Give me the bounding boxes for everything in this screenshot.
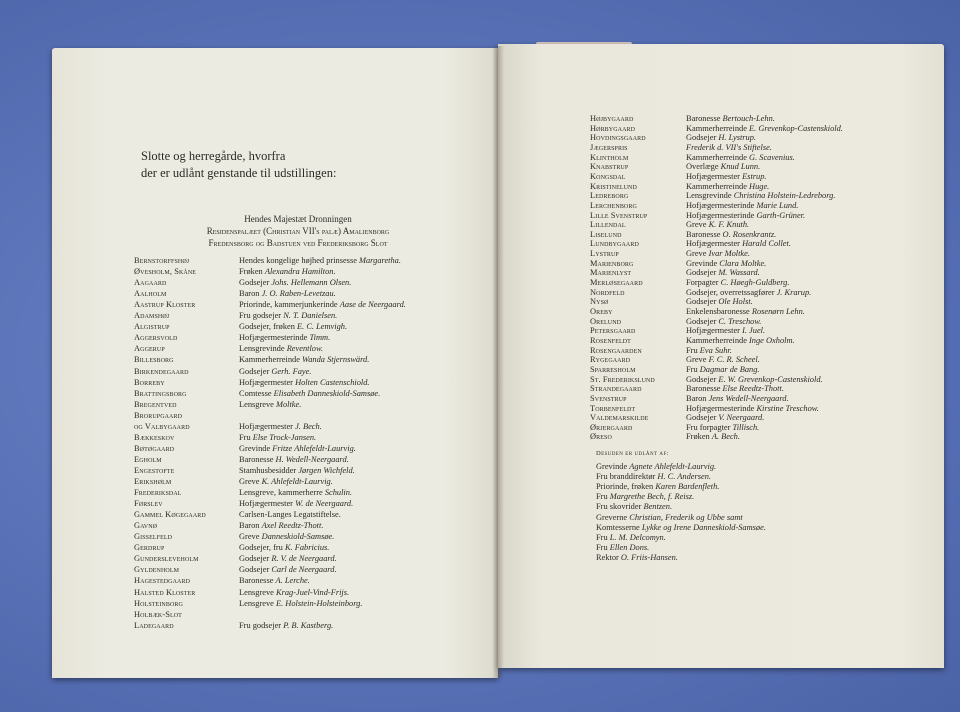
lender-personal-name: Ivar Moltke. <box>708 249 750 259</box>
lender-personal-name: G. Scavenius. <box>749 152 795 162</box>
lender-title: Fru godsejer <box>239 620 284 630</box>
lender-title: Baronesse <box>686 384 723 394</box>
lender-title: Godsejer, overretssagfører <box>686 287 777 297</box>
lender-title: Kammerherreinde <box>686 181 750 191</box>
estate-name: Marienlyst <box>590 268 632 278</box>
lender-name <box>239 531 334 542</box>
lender-name <box>239 520 323 531</box>
lender-personal-name: Aase de Neergaard. <box>339 300 406 310</box>
estate-name: Frederiksdal <box>134 488 182 498</box>
lender-title: Hofjægermester <box>686 239 743 249</box>
lender-personal-name: Jørgen Wichfeld. <box>298 465 355 475</box>
lender-title: Fru <box>239 432 253 442</box>
lender-title: Godsejer <box>686 297 719 307</box>
lender-title: Hofjægermesterinde <box>686 200 757 210</box>
estate-name: Adamshøj <box>134 311 170 321</box>
lender-personal-name: W. de Neergaard. <box>295 499 354 509</box>
lender-title: Frøken <box>239 267 265 277</box>
lender-title: Hofjægermesterinde <box>239 333 310 343</box>
estate-name: Bækkeskov <box>134 432 175 442</box>
lender-personal-name: Schulin. <box>324 488 353 498</box>
lender-name <box>239 421 322 432</box>
lender-name <box>239 299 406 310</box>
estate-name: Rosengaarden <box>590 345 642 355</box>
lender-title: Fru forpagter <box>686 422 733 432</box>
lender-title: Godsejer <box>239 565 272 575</box>
lender-title: Komtesserne <box>596 522 642 532</box>
lender-personal-name: Alexandra Hamilton. <box>264 267 336 277</box>
lender-title: Kammerherreinde <box>686 123 750 133</box>
lender-title: Baronesse <box>239 454 276 464</box>
lender-personal-name: E. W. Grevenkop-Castenskiold. <box>718 374 823 384</box>
lender-title: Grevinde <box>596 462 630 471</box>
lender-title: Lensgreve <box>239 399 276 409</box>
lender-personal-name: J. Bech. <box>295 421 322 431</box>
lender-title: Godsejer, fru <box>239 543 285 553</box>
estate-name: Lundbygaard <box>590 239 639 249</box>
lender-name <box>239 465 355 476</box>
lender-title: Baronesse <box>686 229 723 239</box>
lender-personal-name: Else Trock-Jansen. <box>252 432 317 442</box>
estate-name: Hørbygaard <box>590 123 636 133</box>
lender-name <box>239 310 337 321</box>
lender-personal-name: J. O. Raben-Levetzau. <box>261 289 336 299</box>
lender-personal-name: Gerh. Faye. <box>271 366 312 376</box>
lender-title: Lensgreve <box>239 587 276 597</box>
lender-name <box>239 266 336 277</box>
lender-personal-name: Ole Holst. <box>718 297 753 307</box>
estate-name: og Valbygaard <box>134 421 190 431</box>
estate-name: Klintholm <box>590 152 629 162</box>
lender-title: Carlsen-Langes Legatstiftelse. <box>239 510 341 520</box>
lender-personal-name: C. Høegh-Guldberg. <box>720 278 790 288</box>
estate-name: Aagaard <box>134 278 167 288</box>
estate-name: Borreby <box>134 377 165 387</box>
lender-title: Greve <box>686 355 709 365</box>
lender-name <box>239 377 370 388</box>
lender-personal-name: L. M. Delcomyn. <box>609 532 666 542</box>
lender-title: Lensgreve <box>239 598 276 608</box>
lender-title: Lensgrevinde <box>686 191 734 201</box>
lender-name <box>239 399 301 410</box>
estate-name: Gavnø <box>134 521 158 531</box>
lender-name <box>239 366 311 377</box>
lender-personal-name: Inge Oxholm. <box>749 335 795 345</box>
estate-name: Aastrup Kloster <box>134 300 196 310</box>
lender-title: Hofjægermester <box>239 377 296 387</box>
lender-personal-name: J. Krarup. <box>776 287 812 297</box>
lender-personal-name: Harald Collet. <box>742 239 791 249</box>
lender-title: Forpagter <box>686 278 721 288</box>
lender-title: Kammerherreinde <box>686 335 750 345</box>
lender-name <box>239 553 337 564</box>
lender-name <box>239 332 330 343</box>
lender-personal-name: Moltke. <box>275 399 302 409</box>
lender-title: Kammerherreinde <box>686 152 750 162</box>
lender-name <box>239 509 341 520</box>
lender-title: Frøken <box>686 432 712 442</box>
lender-title: Hofjægermester <box>239 499 296 509</box>
lender-personal-name: Krag-Juel-Vind-Frijs. <box>275 587 350 597</box>
lender-title: Fru branddirektør <box>596 472 658 482</box>
lender-title: Greve <box>686 249 709 259</box>
lender-personal-name: Agnete Ahlefeldt-Laurvig. <box>629 462 717 471</box>
lender-title: Godsejer <box>239 554 272 564</box>
lender-name <box>239 598 362 609</box>
lender-personal-name: Garth-Grüner. <box>756 210 806 220</box>
open-booklet <box>52 44 948 684</box>
lender-personal-name: Kirstine Treschow. <box>756 403 819 413</box>
estate-name: Orelund <box>590 316 622 326</box>
lender-title: Baron <box>239 289 262 299</box>
estate-name: Lystrup <box>590 249 619 259</box>
estate-name: Torbenfeldt <box>590 403 636 413</box>
lender-personal-name: O. Rosenkrantz. <box>722 229 777 239</box>
lender-title: Godsejer <box>686 413 719 423</box>
lender-name <box>239 587 349 598</box>
lender-title: Baron <box>239 521 262 531</box>
estate-name: Lerchenborg <box>590 200 637 210</box>
estate-name: Hovdingsgaard <box>590 133 646 143</box>
lender-personal-name: O. Friis-Hansen. <box>620 552 678 562</box>
lender-title: Baronesse <box>239 576 276 586</box>
lender-title: Fru <box>686 345 700 355</box>
estate-name: Kongsdal <box>590 171 626 181</box>
lender-personal-name: Dagmar de Bang. <box>699 364 760 374</box>
estate-name: St. Frederikslund <box>590 374 655 384</box>
lender-title: Lensgreve, kammerherre <box>239 488 325 498</box>
lender-title: Lensgrevinde <box>239 344 287 354</box>
estate-name: Aalholm <box>134 289 167 299</box>
lender-title: Grevinde <box>686 258 720 268</box>
lender-title: Hofjægermesterinde <box>686 210 757 220</box>
left-page <box>52 48 498 678</box>
estate-name: Knabstrup <box>590 162 629 172</box>
lender-title: Godsejer <box>686 133 719 143</box>
lender-name <box>239 476 333 487</box>
estate-name: Egholm <box>134 454 162 464</box>
right-page <box>498 44 944 668</box>
lender-title: Fru <box>596 492 610 502</box>
lender-personal-name: Lykke og Irene Danneskiold-Samsøe. <box>641 522 766 532</box>
lender-personal-name: E. Holstein-Holsteinborg. <box>275 598 363 608</box>
lender-personal-name: C. Treschow. <box>718 316 762 326</box>
lender-personal-name: Christian, Frederik og Ubbe samt <box>629 512 743 522</box>
lender-title: Godsejer <box>686 268 719 278</box>
estate-name: Lillendal <box>590 220 626 230</box>
lender-personal-name: Tillisch. <box>732 422 760 432</box>
estate-name: Bregentved <box>134 399 177 409</box>
lender-title: Grevinde <box>239 443 273 453</box>
lender-title: Greve <box>686 220 709 230</box>
lender-personal-name: E. C. Lemvigh. <box>297 322 348 332</box>
estate-name: Petersgaard <box>590 326 636 336</box>
lender-name <box>239 443 356 454</box>
estate-name: Liselund <box>590 229 622 239</box>
lender-personal-name: Karen Bardenfleth. <box>655 482 720 492</box>
lender-personal-name: Reventlow. <box>286 344 324 354</box>
lender-title: Godsejer <box>686 316 719 326</box>
lender-title: Godsejer <box>239 278 272 288</box>
estate-name: Højbygaard <box>590 114 634 123</box>
lender-title: Baron <box>686 393 709 403</box>
estate-name: Sparresholm <box>590 364 636 374</box>
lender-title: Fru <box>686 364 700 374</box>
lender-personal-name: Estrup. <box>742 171 767 181</box>
estate-name: Jægerspris <box>590 142 628 152</box>
lender-personal-name: Huge. <box>749 181 770 191</box>
estate-name: Førslev <box>134 499 163 509</box>
estate-name: Kristinelund <box>590 181 637 191</box>
estate-name: Nysø <box>590 297 609 307</box>
lender-name <box>239 564 337 575</box>
lender-name <box>239 498 353 509</box>
estate-name: Gerdrup <box>134 543 165 553</box>
lender-name <box>239 487 352 498</box>
lender-personal-name: K. F. Knuth. <box>708 220 750 230</box>
estate-name: Bøtøgaard <box>134 443 175 453</box>
lender-title: Baronesse <box>686 114 723 123</box>
lender-personal-name: Axel Reedtz-Thott. <box>261 521 324 531</box>
lender-personal-name: A. Lerche. <box>275 576 310 586</box>
lender-title: Overlæge <box>686 162 721 172</box>
estate-name: Engestofte <box>134 465 175 475</box>
lender-title: Rektor <box>596 552 621 562</box>
estate-name: Ladegaard <box>134 620 174 630</box>
estate-name: Marienborg <box>590 258 634 268</box>
lender-title: Fru godsejer <box>239 311 284 321</box>
lender-personal-name: Elisabeth Danneskiold-Samsøe. <box>273 388 381 398</box>
estate-name: Merløsegaard <box>590 278 643 288</box>
estate-name: Øreso <box>590 432 612 442</box>
lender-personal-name: F. C. R. Scheel. <box>708 355 760 365</box>
royal-lender: Hendes Majestæt Dronningen Residenspalæet (Christian VII's palæ) Amalienborg Fredensborg og Badstuen ved Frederiksborg Slot <box>206 214 390 248</box>
lender-title: Fru skovrider <box>596 502 644 512</box>
lender-personal-name: Else Reedtz-Thott. <box>722 384 784 394</box>
lender-personal-name: Margaretha. <box>359 256 401 265</box>
lender-personal-name: H. Wedell-Neergaard. <box>275 454 349 464</box>
lender-title: Hofjægermesterinde <box>686 403 757 413</box>
estate-name: Rygegaard <box>590 355 631 365</box>
estate-name: Svenstrup <box>590 393 627 403</box>
additional-lenders-heading: Desuden er udlånt af: <box>596 450 669 457</box>
estate-name: Gyldenholm <box>134 565 180 575</box>
lender-personal-name: Timm. <box>309 333 331 343</box>
lender-name <box>239 277 351 288</box>
estate-name: Aggerup <box>134 344 165 354</box>
lender-title: Fru <box>596 532 610 542</box>
estate-name: Strandegaard <box>590 384 642 394</box>
estate-name: Øvesholm, Skåne <box>134 267 197 277</box>
lender-name <box>239 255 401 266</box>
lender-name <box>239 288 336 299</box>
estate-name: Erikshølm <box>134 477 172 486</box>
lender-title: Priorinde, frøken <box>596 482 656 492</box>
estate-name: Gammel Køgegaard <box>134 510 206 520</box>
lender-personal-name: Bertouch-Lehn. <box>722 114 775 123</box>
lender-name <box>239 354 369 365</box>
lender-personal-name: Christina Holstein-Ledreborg. <box>733 191 836 201</box>
lender-personal-name: Clara Moltke. <box>719 258 767 268</box>
lender-name <box>239 343 323 354</box>
lender-title: Greve <box>239 532 262 542</box>
estate-name: Aggersvold <box>134 333 178 343</box>
lender-personal-name: A. Bech. <box>711 432 740 442</box>
estate-name: Holbæk-Slot <box>134 609 182 619</box>
lender-personal-name: Jens Wedell-Neergaard. <box>708 393 789 403</box>
page-heading: Slotte og herregårde, hvorfra der er udlånt genstande til udstillingen: <box>141 149 337 180</box>
lender-name <box>239 575 310 586</box>
lender-personal-name: M. Wassard. <box>718 268 760 278</box>
lender-personal-name: Bentzen. <box>643 502 673 512</box>
lender-title: Godsejer <box>686 374 719 384</box>
lender-title: Comtesse <box>239 388 274 398</box>
estate-name: Oreby <box>590 307 613 316</box>
estate-name: Holsteinborg <box>134 598 183 608</box>
lender-title: Hofjægermester <box>686 326 743 336</box>
estate-name: Nordfeld <box>590 287 625 297</box>
lender-personal-name: N. T. Danielsen. <box>283 311 338 321</box>
lender-title: Enkelensbaronesse <box>686 307 752 316</box>
estate-name: Ørjergaard <box>590 422 633 432</box>
lender-personal-name: Marie Lund. <box>756 200 799 210</box>
estate-name: Halsted Kloster <box>134 587 196 597</box>
lender-name <box>239 454 349 465</box>
lender-personal-name: P. B. Kastberg. <box>283 620 334 630</box>
estate-name: Algistrup <box>134 322 170 332</box>
estate-name: Lille Svenstrup <box>590 210 648 220</box>
estate-name: Rosenfeldt <box>590 335 631 345</box>
estate-name: Valdemarskilde <box>590 413 649 423</box>
lender-name <box>239 432 316 443</box>
lender-name <box>239 620 333 631</box>
lender-personal-name: Frederik d. VII's Stiftelse. <box>686 142 772 152</box>
lender-personal-name: Margrethe Bech, f. Reisz. <box>609 492 695 502</box>
estate-name: Brattingsborg <box>134 388 187 398</box>
lender-title: Greverne <box>596 512 630 522</box>
lender-personal-name: K. Fabricius. <box>284 543 330 553</box>
lender-title: Kammerherreinde <box>239 355 303 365</box>
estate-name: Gundersleveholm <box>134 554 199 564</box>
lender-personal-name: Danneskiold-Samsøe. <box>261 532 335 542</box>
lender-title: Priorinde, kammerjunkerinde <box>239 300 340 310</box>
lender-title: Hofjægermester <box>686 171 743 181</box>
lender-title: Stamhusbesidder <box>239 465 299 475</box>
lender-personal-name: Holten Castenschiold. <box>295 377 370 387</box>
lender-personal-name: H. C. Andersen. <box>657 472 711 482</box>
lender-name <box>239 388 380 399</box>
lender-personal-name: Wanda Stjernswärd. <box>302 355 370 365</box>
lender-name <box>686 431 740 442</box>
lender-name <box>239 542 329 553</box>
lender-personal-name: Johs. Hellemann Olsen. <box>271 278 352 288</box>
estate-name: Ledreborg <box>590 191 629 201</box>
lender-personal-name: R. V. de Neergaard. <box>271 554 337 564</box>
lender-name <box>239 321 347 332</box>
lender-personal-name: Eva Suhr. <box>699 345 732 355</box>
lender-personal-name: Fritze Ahlefeldt-Laurvig. <box>272 443 356 453</box>
lender-title: Hofjægermester <box>239 421 296 431</box>
estate-name: Bernstorffshøj <box>134 256 190 265</box>
lender-personal-name: Knud Lunn. <box>720 162 761 172</box>
lender-title: Godsejer <box>239 366 272 376</box>
estate-name: Birkendegaard <box>134 366 189 376</box>
estate-name: Hagestedgaard <box>134 576 191 586</box>
lender-title: Greve <box>239 477 262 486</box>
lender-personal-name: E. Grevenkop-Castenskiold. <box>749 123 843 133</box>
lender-personal-name: H. Lystrup. <box>718 133 757 143</box>
lender-personal-name: Rosenørn Lehn. <box>751 307 805 316</box>
lender-title: Fru <box>596 542 610 552</box>
lender-personal-name: Ellen Dons. <box>609 542 650 552</box>
lender-personal-name: Carl de Neergaard. <box>271 565 337 575</box>
lender-personal-name: V. Neergaard. <box>718 413 765 423</box>
lender-title: Godsejer, frøken <box>239 322 298 332</box>
lender-name <box>596 552 678 563</box>
estate-name: Brorupgaard <box>134 410 183 420</box>
lender-personal-name: I. Juel. <box>742 326 766 336</box>
lender-title: Hendes kongelige højhed prinsesse <box>239 256 360 265</box>
estate-name: Billesborg <box>134 355 174 365</box>
lender-personal-name: K. Ahlefeldt-Laurvig. <box>261 477 333 486</box>
estate-name: Gisselfeld <box>134 532 173 542</box>
